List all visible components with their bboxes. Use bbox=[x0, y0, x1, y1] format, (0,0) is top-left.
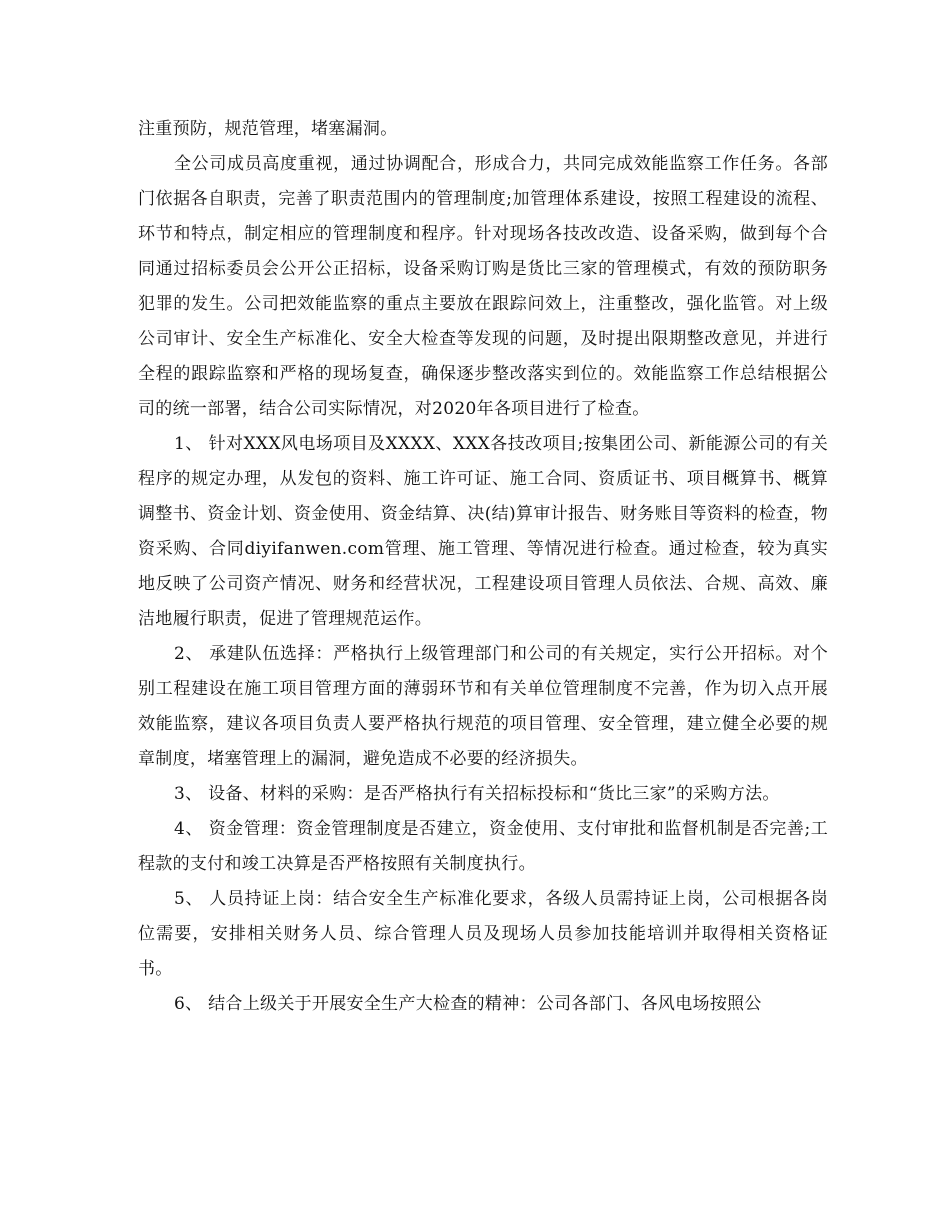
paragraph-item-6: 6、 结合上级关于开展安全生产大检查的精神：公司各部门、各风电场按照公 bbox=[174, 994, 762, 1014]
document-body bbox=[138, 112, 828, 1022]
paragraph-item-5: 5、 人员持证上岗：结合安全生产标准化要求，各级人员需持证上岗，公司根据各岗位需要，安排相关财务人员、综合管理人员及现场人员参加技能培训并取得相关资格证书。 bbox=[138, 889, 828, 979]
paragraph-item-3: 3、 设备、材料的采购：是否严格执行有关招标投标和“货比三家”的采购方法。 bbox=[174, 784, 780, 804]
paragraph-item-2: 2、 承建队伍选择：严格执行上级管理部门和公司的有关规定，实行公开招标。对个别工程建设在施工项目管理方面的薄弱环节和有关单位管理制度不完善，作为切入点开展效能监察，建议各项目负责人要严格执行规范的项目管理、安全管理，建立健全必要的规章制度，堵塞管理上的漏洞，避免造成不必要的经济损失。 bbox=[138, 644, 828, 769]
paragraph-item-4: 4、 资金管理：资金管理制度是否建立，资金使用、支付审批和监督机制是否完善;工程款的支付和竣工决算是否严格按照有关制度执行。 bbox=[138, 819, 828, 874]
paragraph-overview: 全公司成员高度重视，通过协调配合，形成合力，共同完成效能监察工作任务。各部门依据各自职责，完善了职责范围内的管理制度;加管理体系建设，按照工程建设的流程、环节和特点，制定相应的管理制度和程序。针对现场各技改改造、设备采购，做到每个合同通过招标委员会公开公正招标，设备采购订购是货比三家的管理模式，有效的预防职务犯罪的发生。公司把效能监察的重点主要放在跟踪问效上，注重整改，强化监管。对上级公司审计、安全生产标准化、安全大检查等发现的问题，及时提出限期整改意见，并进行全程的跟踪监察和严格的现场复查，确保逐步整改落实到位的。效能监察工作总结根据公司的统一部署，结合公司实际情况，对2020年各项目进行了检查。 bbox=[138, 154, 828, 419]
paragraph-item-1: 1、 针对XXX风电场项目及XXXX、XXX各技改项目;按集团公司、新能源公司的有关程序的规定办理，从发包的资料、施工许可证、施工合同、资质证书、项目概算书、概算调整书、资金计划、资金使用、资金结算、决(结)算审计报告、财务账目等资料的检查，物资采购、合同diyifanwen.com管理、施工管理、等情况进行检查。通过检查，较为真实地反映了公司资产情况、财务和经营状况，工程建设项目管理人员依法、合规、高效、廉洁地履行职责，促进了管理规范运作。 bbox=[138, 434, 828, 629]
paragraph-continuation: 注重预防，规范管理，堵塞漏洞。 bbox=[138, 119, 398, 139]
